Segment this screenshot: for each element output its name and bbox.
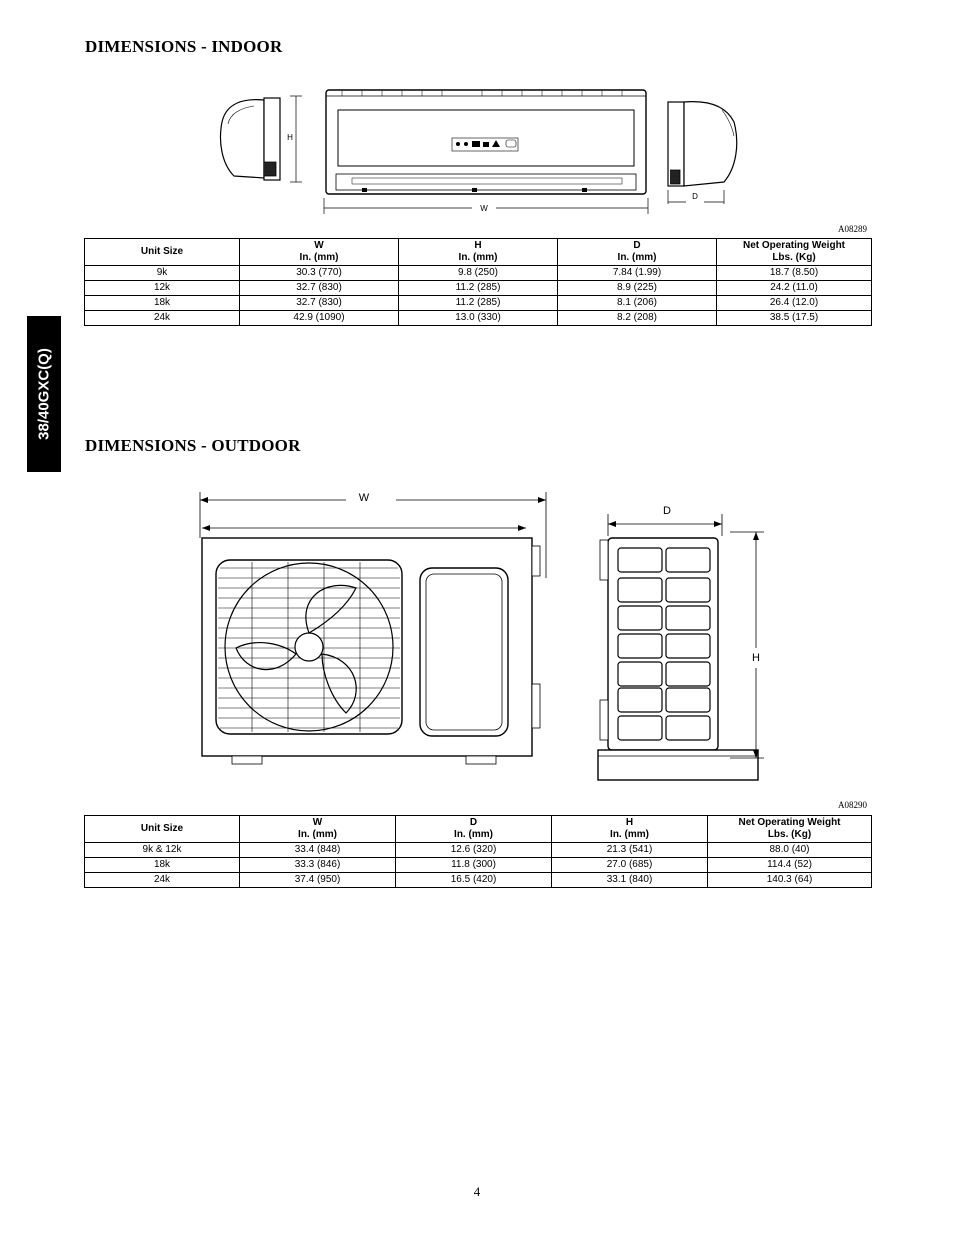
indoor-front-view	[322, 88, 652, 218]
header-cell: H In. (mm)	[399, 239, 558, 266]
side-tab-label: 38/40GXC(Q)	[35, 348, 53, 440]
table-row	[85, 858, 872, 873]
table-cell: 32.7 (830)	[240, 281, 399, 296]
header-cell: Unit Size	[85, 239, 240, 266]
table-cell: 42.9 (1090)	[240, 311, 399, 326]
table-cell: 9k	[85, 266, 240, 281]
table-cell: 9.8 (250)	[399, 266, 558, 281]
header-cell: Net Operating Weight Lbs. (Kg)	[717, 239, 872, 266]
table-row	[85, 266, 872, 281]
outdoor-heading: DIMENSIONS - OUTDOOR	[85, 436, 301, 455]
table-cell: 24k	[85, 311, 240, 326]
table-row	[85, 843, 872, 858]
table-cell: 33.3 (846)	[240, 858, 396, 873]
table-cell: 8.9 (225)	[558, 281, 717, 296]
indoor-heading: DIMENSIONS - INDOOR	[85, 37, 283, 56]
outdoor-d-label: D	[663, 505, 671, 517]
table-cell: 33.1 (840)	[552, 873, 708, 888]
table-header-row	[85, 816, 872, 843]
table-cell: 12.6 (320)	[396, 843, 552, 858]
table-cell: 8.2 (208)	[558, 311, 717, 326]
table-cell: 114.4 (52)	[708, 858, 872, 873]
table-cell: 8.1 (206)	[558, 296, 717, 311]
indoor-side-view-left	[214, 92, 304, 188]
table-row	[85, 296, 872, 311]
header-cell: W In. (mm)	[240, 816, 396, 843]
table-cell: 33.4 (848)	[240, 843, 396, 858]
table-cell: 88.0 (40)	[708, 843, 872, 858]
table-cell: 18k	[85, 858, 240, 873]
side-tab	[27, 316, 61, 472]
indoor-side-view-right	[664, 96, 754, 208]
outdoor-figure-code: A08290	[838, 800, 867, 810]
table-cell: 9k & 12k	[85, 843, 240, 858]
table-cell: 37.4 (950)	[240, 873, 396, 888]
table-cell: 18.7 (8.50)	[717, 266, 872, 281]
table-cell: 24.2 (11.0)	[717, 281, 872, 296]
table-cell: 140.3 (64)	[708, 873, 872, 888]
table-cell: 24k	[85, 873, 240, 888]
table-cell: 16.5 (420)	[396, 873, 552, 888]
table-cell: 7.84 (1.99)	[558, 266, 717, 281]
table-cell: 26.4 (12.0)	[717, 296, 872, 311]
table-row	[85, 311, 872, 326]
indoor-figure-code: A08289	[838, 224, 867, 234]
table-cell: 18k	[85, 296, 240, 311]
outdoor-dimensions-table	[84, 815, 872, 888]
table-cell: 27.0 (685)	[552, 858, 708, 873]
table-cell: 11.2 (285)	[399, 296, 558, 311]
outdoor-side-view	[590, 500, 780, 786]
header-cell: Unit Size	[85, 816, 240, 843]
table-cell: 21.3 (541)	[552, 843, 708, 858]
table-cell: 32.7 (830)	[240, 296, 399, 311]
table-header-row	[85, 239, 872, 266]
outdoor-w-label: W	[358, 492, 370, 504]
table-row	[85, 281, 872, 296]
table-cell: 12k	[85, 281, 240, 296]
table-cell: 13.0 (330)	[399, 311, 558, 326]
table-cell: 11.8 (300)	[396, 858, 552, 873]
table-cell: 30.3 (770)	[240, 266, 399, 281]
outdoor-front-view	[196, 488, 552, 770]
header-cell: H In. (mm)	[552, 816, 708, 843]
table-row	[85, 873, 872, 888]
indoor-dimensions-table	[84, 238, 872, 326]
table-cell: 11.2 (285)	[399, 281, 558, 296]
indoor-w-label: W	[480, 204, 488, 213]
header-cell: W In. (mm)	[240, 239, 399, 266]
outdoor-h-label: H	[752, 652, 760, 664]
indoor-h-label: H	[287, 133, 293, 142]
table-cell: 38.5 (17.5)	[717, 311, 872, 326]
header-cell: D In. (mm)	[558, 239, 717, 266]
page-number: 4	[473, 1184, 481, 1199]
indoor-d-label: D	[692, 192, 698, 201]
header-cell: Net Operating Weight Lbs. (Kg)	[708, 816, 872, 843]
header-cell: D In. (mm)	[396, 816, 552, 843]
